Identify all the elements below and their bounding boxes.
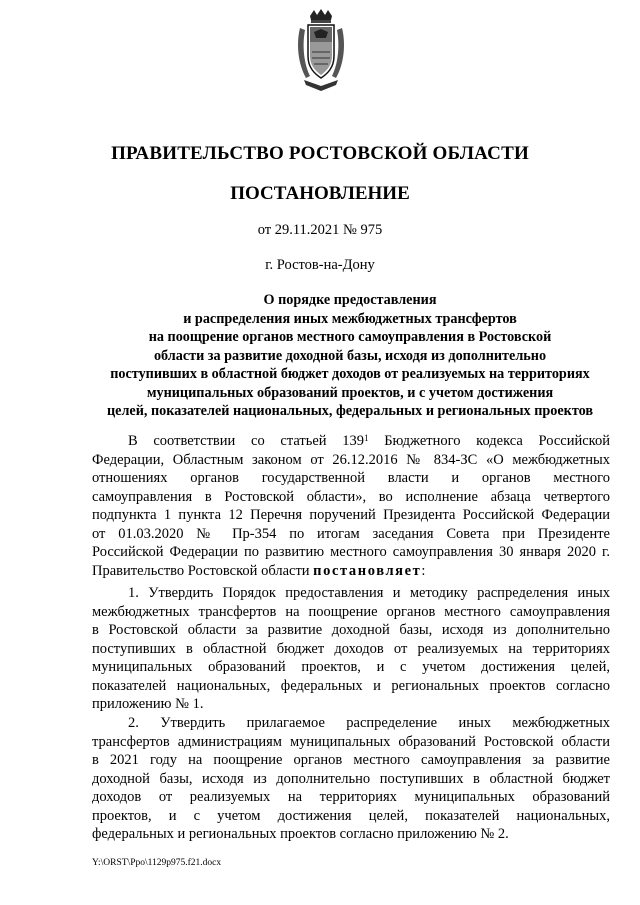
clause-line: в 2021 году на поощрение органов местного самоуправления за развитие bbox=[92, 752, 610, 768]
heading-line: целей, показателей национальных, федеральных и региональных проектов bbox=[106, 403, 594, 419]
preamble-text: : bbox=[421, 562, 426, 579]
heading-line: на поощрение органов местного самоуправления в Ростовской bbox=[148, 329, 552, 345]
preamble-line: самоуправления в Ростовской области», во исполнение абзаца четвертого bbox=[92, 488, 610, 505]
preamble-line bbox=[92, 562, 610, 581]
clause-line: доходов от реализуемых на территориях муниципальных образований bbox=[92, 789, 610, 805]
footer-file-path: Y:\ORST\Ppo\1129p975.f21.docx bbox=[92, 858, 222, 868]
preamble-text: Правительство Ростовской области bbox=[92, 562, 314, 579]
preamble-line: от 01.03.2020 № Пр-354 по итогам заседания Совета при Президенте bbox=[92, 525, 610, 542]
preamble-line: Российской Федерации по развитию местного самоуправления 30 января 2020 г. bbox=[92, 544, 610, 560]
heading-line: и распределения иных межбюджетных трансфертов bbox=[183, 310, 517, 327]
clause-1 bbox=[92, 584, 610, 714]
document-type: ПОСТАНОВЛЕНИЕ bbox=[230, 183, 410, 204]
preamble-line: Федерации, Областным законом от 26.12.2016 № 834-ЗС «О межбюджетных bbox=[92, 451, 610, 468]
clause-line: доходной базы, исходя из дополнительно поступивших в областной бюджет bbox=[92, 770, 610, 787]
heading-line: муниципальных образований проектов, и с учетом достижения bbox=[146, 384, 554, 401]
clause-line: в Ростовской области за развитие доходной базы, исходя из дополнительно bbox=[92, 622, 610, 638]
preamble-text: Бюджетного кодекса Российской bbox=[368, 433, 610, 449]
clause-line: трансфертов администрациям муниципальных образований Ростовской области bbox=[92, 733, 610, 750]
clause-line: проектов, и с учетом достижения целей, показателей национальных, bbox=[92, 807, 610, 824]
heading-line: О порядке предоставления bbox=[263, 292, 437, 308]
document-heading bbox=[80, 291, 620, 421]
clause-2 bbox=[92, 714, 610, 844]
government-title: ПРАВИТЕЛЬСТВО РОСТОВСКОЙ ОБЛАСТИ bbox=[111, 143, 529, 164]
clause-line: муниципальных образований проектов, и с учетом достижения целей, bbox=[92, 659, 610, 675]
clause-line: межбюджетных трансфертов на поощрение органов местного самоуправления bbox=[92, 603, 610, 620]
clause-line: приложению № 1. bbox=[92, 696, 204, 712]
clause-line: 1. Утвердить Порядок предоставления и методику распределения иных bbox=[128, 585, 610, 601]
footnote-marker: 1 bbox=[364, 433, 369, 443]
preamble-line: отношениях органов государственной власти и органов местного bbox=[92, 470, 610, 486]
clause-line: поступивших в областной бюджет доходов от реализуемых на территориях bbox=[92, 640, 610, 657]
preamble-line: подпункта 1 пункта 12 Перечня поручений Президента Российской Федерации bbox=[92, 507, 610, 523]
preamble-paragraph bbox=[92, 432, 610, 580]
resolves-keyword: постановляет bbox=[313, 562, 422, 579]
rostov-coat-of-arms-icon bbox=[296, 8, 346, 94]
preamble-text: В соответствии со статьей 139 bbox=[128, 433, 364, 449]
heading-line: области за развитие доходной базы, исходя из дополнительно bbox=[153, 347, 547, 364]
heading-line: поступивших в областной бюджет доходов от реализуемых на территориях bbox=[110, 366, 590, 382]
clause-line: федеральных и региональных проектов согласно приложению № 2. bbox=[92, 826, 509, 842]
preamble-line bbox=[92, 432, 610, 451]
clause-line: показателей национальных, федеральных и региональных проектов согласно bbox=[92, 677, 610, 694]
clause-line: 2. Утвердить прилагаемое распределение иных межбюджетных bbox=[128, 715, 610, 731]
document-date-number: от 29.11.2021 № 975 bbox=[257, 222, 383, 238]
document-city: г. Ростов-на-Дону bbox=[265, 257, 375, 273]
